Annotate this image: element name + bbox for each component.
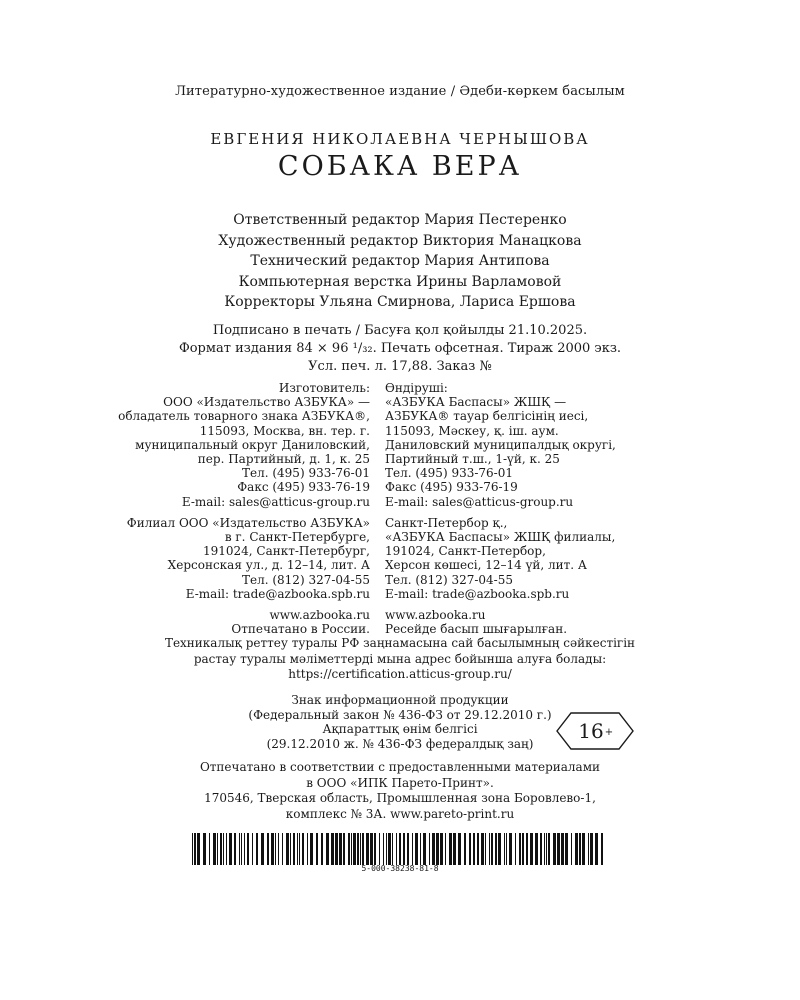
format-line: Формат издания 84 × 96 ¹/₃₂. Печать офсетная. Тираж 2000 экз. <box>178 341 622 356</box>
printing-line: 170546, Тверская область, Промышленная зона Боровлево-1, <box>204 791 596 805</box>
web-block <box>30 608 370 636</box>
credit-line: Компьютерная верстка Ирины Варламовой <box>238 273 562 290</box>
signed-date: Подписано в печать / Басуға қол қойылды 21.10.2025. <box>212 323 588 338</box>
branch-line: Санкт-Петербор қ., <box>385 515 508 530</box>
printing-line: комплекс № 3А. www.pareto-print.ru <box>285 806 515 821</box>
branch-line: в г. Санкт-Петербурге, <box>224 530 370 545</box>
manufacturer-line: Партийный т.ш., 1-үй, к. 25 <box>385 452 560 467</box>
website-line: www.azbooka.ru <box>385 608 486 623</box>
info-mark-line: (Федеральный закон № 436-ФЗ от 29.12.2010 г.) <box>248 707 552 722</box>
printing-line: Отпечатано в соответствии с предоставленными материалами <box>199 760 601 774</box>
edition-type: Литературно-художественное издание / Әдеби-көркем басылым <box>175 84 625 99</box>
printing-line: в ООО «ИПК Парето-Принт». <box>306 775 494 790</box>
certification-url: https://certification.atticus-group.ru/ <box>288 667 512 681</box>
certification-line: Техникалық реттеу туралы РФ заңнамасына сай басылымның сәйкестігін <box>164 636 636 650</box>
publisher-info-russian <box>30 381 370 636</box>
branch-line: Херсон көшесі, 12–14 үй, лит. А <box>385 558 587 573</box>
certification-line: растау туралы мәліметтерді мына адрес бойынша алуға болады: <box>193 651 607 666</box>
manufacturer-line: пер. Партийный, д. 1, к. 25 <box>197 452 370 467</box>
credit-line: Ответственный редактор Мария Пестеренко <box>233 212 567 228</box>
printing-house <box>0 760 800 822</box>
manufacturer-line: 115093, Москва, вн. тер. г. <box>199 423 370 438</box>
book-title: СОБАКА ВЕРА <box>277 151 523 182</box>
manufacturer-line: обладатель товарного знака АЗБУКА®, <box>118 409 370 424</box>
credits-block <box>0 210 800 313</box>
branch-line: Херсонская ул., д. 12–14, лит. А <box>167 558 370 573</box>
info-mark-line: (29.12.2010 ж. № 436-ФЗ федералдық заң) <box>266 736 534 751</box>
branch-line: 191024, Санкт-Петербор, <box>385 544 546 559</box>
branch-line: Тел. (812) 327-04-55 <box>242 572 370 587</box>
author-name: ЕВГЕНИЯ НИКОЛАЕВНА ЧЕРНЫШОВА <box>210 130 590 148</box>
manufacturer-line: Тел. (495) 933-76-01 <box>242 466 370 481</box>
age-rating-value: 16 <box>578 719 604 743</box>
age-rating-plus: + <box>604 727 614 738</box>
manufacturer-line: Өндіруші: <box>385 381 448 395</box>
branch-line: 191024, Санкт-Петербург, <box>202 544 370 559</box>
branch-block <box>385 516 715 601</box>
branch-line: E-mail: trade@azbooka.spb.ru <box>185 586 370 601</box>
manufacturer-line: 115093, Мәскеу, қ. іш. аум. <box>385 423 559 438</box>
barcode-icon <box>192 833 608 865</box>
credit-line: Художественный редактор Виктория Манацкова <box>218 232 582 249</box>
branch-block <box>30 516 370 601</box>
isbn-code: 5-000-38238-81-8 <box>361 864 439 873</box>
publisher-info-kazakh <box>385 381 715 636</box>
manufacturer-line: E-mail: sales@atticus-group.ru <box>385 494 574 509</box>
manufacturer-block <box>385 381 715 509</box>
branch-line: «АЗБУКА Баспасы» ЖШҚ филиалы, <box>385 530 616 545</box>
info-mark-text <box>190 693 610 751</box>
credit-line: Технический редактор Мария Антипова <box>250 253 550 269</box>
website-line: www.azbooka.ru <box>269 608 370 623</box>
credit-line: Корректоры Ульяна Смирнова, Лариса Ершова <box>224 294 576 310</box>
web-block <box>385 608 715 636</box>
manufacturer-line: АЗБУКА® тауар белгісінің иесі, <box>385 409 589 424</box>
manufacturer-line: Факс (495) 933-76-19 <box>385 480 518 495</box>
manufacturer-line: Тел. (495) 933-76-01 <box>385 466 513 481</box>
manufacturer-line: муниципальный округ Даниловский, <box>135 437 370 452</box>
sheets-line: Усл. печ. л. 17,88. Заказ № <box>308 359 492 374</box>
branch-line: Филиал ООО «Издательство АЗБУКА» <box>126 515 370 530</box>
print-details <box>0 322 800 376</box>
branch-line: Тел. (812) 327-04-55 <box>385 572 513 587</box>
manufacturer-line: ООО «Издательство АЗБУКА» — <box>163 395 370 410</box>
manufacturer-line: «АЗБУКА Баспасы» ЖШҚ — <box>385 395 567 410</box>
age-rating-icon <box>555 711 635 751</box>
branch-line: E-mail: trade@azbooka.spb.ru <box>385 586 570 601</box>
manufacturer-block <box>30 381 370 509</box>
manufacturer-line: Факс (495) 933-76-19 <box>237 480 370 495</box>
manufacturer-line: E-mail: sales@atticus-group.ru <box>181 494 370 509</box>
manufacturer-line: Изготовитель: <box>278 381 370 395</box>
info-mark-line: Знак информационной продукции <box>291 693 509 707</box>
printed-in-line: Ресейде басып шығарылған. <box>385 622 568 637</box>
certification-note <box>0 636 800 683</box>
printed-in-line: Отпечатано в России. <box>231 622 370 637</box>
info-mark-line: Ақпараттық өнім белгісі <box>322 722 478 736</box>
manufacturer-line: Даниловский муниципалдық округі, <box>385 437 616 452</box>
